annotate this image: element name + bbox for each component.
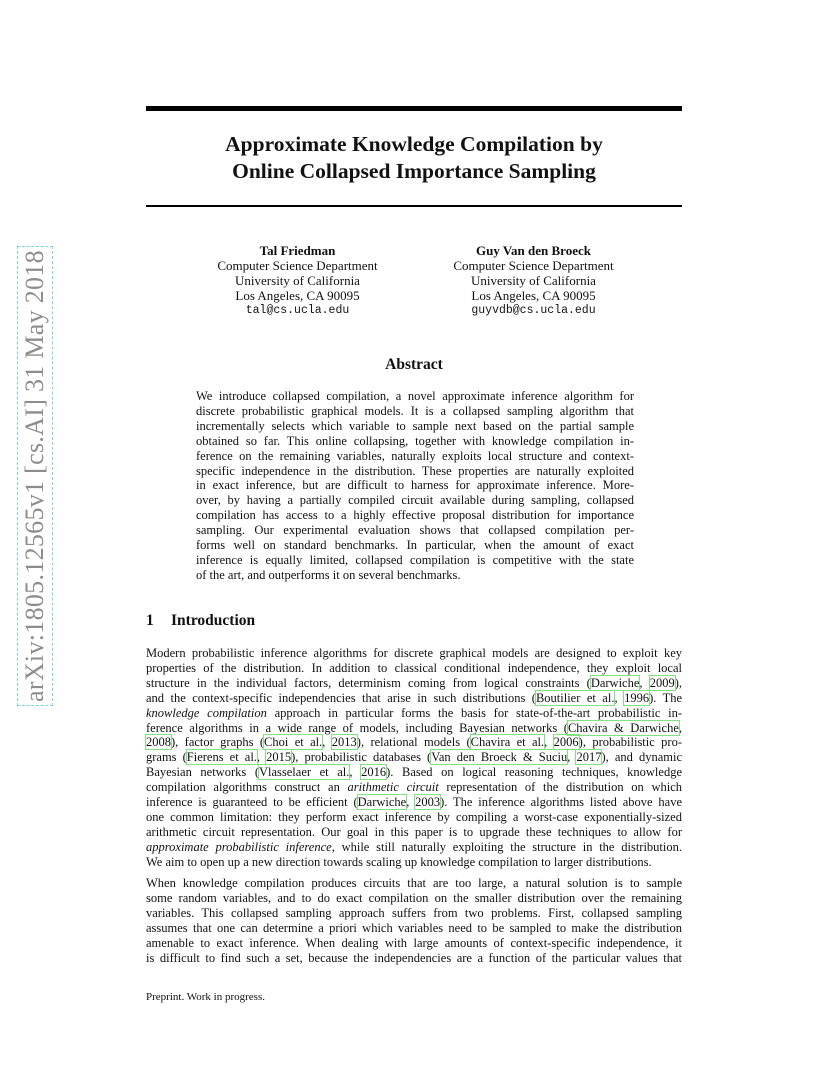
citation-link[interactable]: 2017 [576,750,602,765]
text-run: , [544,735,554,750]
emphasis-text: knowledge compilation [146,705,267,720]
abstract-line: inference is equally limited, collapsed compilation is competitive with the state [196,552,634,567]
body-line: variables. This collapsed sampling approach suffers from two problems. First, collapsed sampling [146,905,682,920]
author-location: Los Angeles, CA 90095 [235,288,360,303]
citation-link[interactable]: 2008 [146,735,171,750]
abstract-body [196,389,634,583]
body-line: some random variables, and to do exact compilation on the smaller distribution over the remaining [146,890,682,905]
author-block-2 [436,243,631,318]
body-line: Modern probabilistic inference algorithms for discrete graphical models are designed to exploit key [146,646,682,660]
citation-link[interactable]: 2006 [553,735,579,750]
body-line [146,780,682,795]
abstract-heading: Abstract [385,356,443,373]
text-run: inference is guaranteed to be efficient ( [146,795,358,810]
title-line-2: Online Collapsed Importance Sampling [232,159,596,183]
emphasis-text: arithmetic circuit [347,780,439,795]
text-run: structure in the individual factors, determinism coming from logical constraints ( [146,675,591,690]
body-line [146,735,682,750]
title-bottom-rule [146,205,682,207]
author-email[interactable]: guyvdb@cs.ucla.edu [471,304,596,317]
text-run: , [256,750,267,765]
text-run: , [322,735,332,750]
citation-link[interactable]: Chavira & Darwiche [567,720,679,735]
citation-link[interactable]: Chavira et al. [470,735,545,750]
text-run: ), probabilistic pro- [578,735,683,750]
emphasis-text: approximate probabilistic inference [146,839,332,854]
text-run: ), and dynamic [601,750,683,765]
abstract-line: compilation has access to a highly effective proposal distribution for importance [196,508,634,523]
citation-link[interactable]: 2009 [649,675,675,690]
body-line [146,750,682,765]
abstract-line: We introduce collapsed compilation, a novel approximate inference algorithm for [196,389,634,403]
author-name: Tal Friedman [259,243,336,258]
author-department: Computer Science Department [217,258,378,273]
body-line [146,721,682,736]
abstract-line: of the art, and outperforms it on several benchmarks. [196,567,461,582]
body-line [146,706,682,721]
author-department: Computer Science Department [453,258,614,273]
author-block-1 [200,243,395,318]
citation-link[interactable]: Darwiche [357,795,407,810]
body-line: properties of the distribution. In addition to classical conditional independence, they exploit local [146,660,682,675]
text-run: , [639,675,650,690]
text-run: and the context-specific independencies that arise in such distributions ( [146,690,536,705]
text-run: grams ( [146,750,187,765]
body-line: one common limitation: they perform exact inference by compiling a worst-case exponentially-sized [146,809,682,824]
intro-paragraph-2 [146,876,682,965]
citation-link[interactable]: 2015 [266,750,292,765]
text-run: ), [674,675,682,690]
body-line [146,840,682,855]
abstract-line: ference on the remaining variables, naturally exploits local structure and context- [196,448,634,463]
citation-link[interactable]: Van den Broeck & Suciu [431,750,568,765]
citation-link[interactable]: 2013 [331,735,357,750]
text-run: compilation algorithms construct an [146,780,348,795]
section-heading [146,612,255,630]
section-number: 1 [146,612,154,629]
abstract-line: obtained so far. This online collapsing, together with knowledge compilation in- [196,433,634,448]
citation-link[interactable]: Boutilier et al. [535,690,615,705]
title-line-1: Approximate Knowledge Compilation by [225,132,603,156]
text-run: approach in particular forms the basis for state-of-the-art probabilistic in- [266,705,683,720]
body-line [146,691,682,706]
arxiv-stamp[interactable]: arXiv:1805.12565v1 [cs.AI] 31 May 2018 [17,246,53,706]
author-institution: University of California [235,273,360,288]
abstract-line: forms well on standard benchmarks. In particular, when the amount of exact [196,538,634,553]
author-name: Guy Van den Broeck [476,243,591,258]
abstract-line: in exact inference, but are difficult to harness for approximate inference. More- [196,478,634,493]
citation-link[interactable]: 2003 [415,795,441,810]
citation-link[interactable]: Choi et al. [264,735,323,750]
text-run: , [614,690,625,705]
abstract-line: sampling. Our experimental evaluation shows that collapsed compilation per- [196,523,634,538]
preprint-footnote: Preprint. Work in progress. [146,991,265,1003]
citation-link[interactable]: 1996 [624,690,650,705]
text-run: , [349,765,362,780]
citation-link[interactable]: Vlasselaer et al. [258,765,350,780]
citation-link[interactable]: 2016 [361,765,387,780]
author-institution: University of California [471,273,596,288]
body-line [146,765,682,780]
citation-link[interactable]: Darwiche [590,675,640,690]
abstract-line: incrementally selects which variable to sample next based on the partial sample [196,418,634,433]
abstract-line: discrete probabilistic graphical models. It is a collapsed sampling algorithm that [196,403,634,418]
text-run: ). The inference algorithms listed above have [440,795,682,810]
text-run: , while still naturally exploiting the structure in the distribution. [331,839,682,854]
body-line: arithmetic circuit representation. Our goal in this paper is to upgrade these techniques to allow for [146,824,682,839]
text-run: ference algorithms in a wide range of models, including Bayesian networks ( [146,720,568,735]
abstract-line: specific independence in the distribution. These properties are naturally exploited [196,463,634,478]
body-line [146,795,682,810]
text-run: Bayesian networks ( [146,765,259,780]
body-line: is difficult to find such a set, because the independencies are a function of the particular values that [146,950,682,965]
abstract-line: over, by having a partially compiled circuit available during sampling, collapsed [196,493,634,508]
text-run: , [406,795,416,810]
intro-paragraph-1 [146,646,682,870]
author-email[interactable]: tal@cs.ucla.edu [245,304,350,317]
section-title: Introduction [171,612,256,629]
citation-link[interactable]: Fierens et al. [186,750,257,765]
title-top-rule [146,106,682,111]
author-location: Los Angeles, CA 90095 [471,288,596,303]
body-line: We aim to open up a new direction towards scaling up knowledge compilation to larger distributions. [146,854,652,869]
body-line [146,676,682,691]
text-run: , [567,750,577,765]
text-run: ), probabilistic databases ( [291,750,432,765]
body-line: When knowledge compilation produces circuits that are too large, a natural solution is to sample [146,876,682,890]
text-run: , [678,720,682,735]
text-run: ), relational models ( [356,735,471,750]
text-run: ), factor graphs ( [171,735,265,750]
text-run: ). Based on logical reasoning techniques, knowledge [386,765,683,780]
body-line: assumes that one can determine a priori which variables need to be sampled to make the distribution [146,920,682,935]
text-run: representation of the distribution on which [438,780,682,795]
text-run: ). The [649,690,683,705]
paper-title [146,131,682,185]
body-line: amenable to exact inference. When dealing with large amounts of context-specific independence, it [146,935,682,950]
